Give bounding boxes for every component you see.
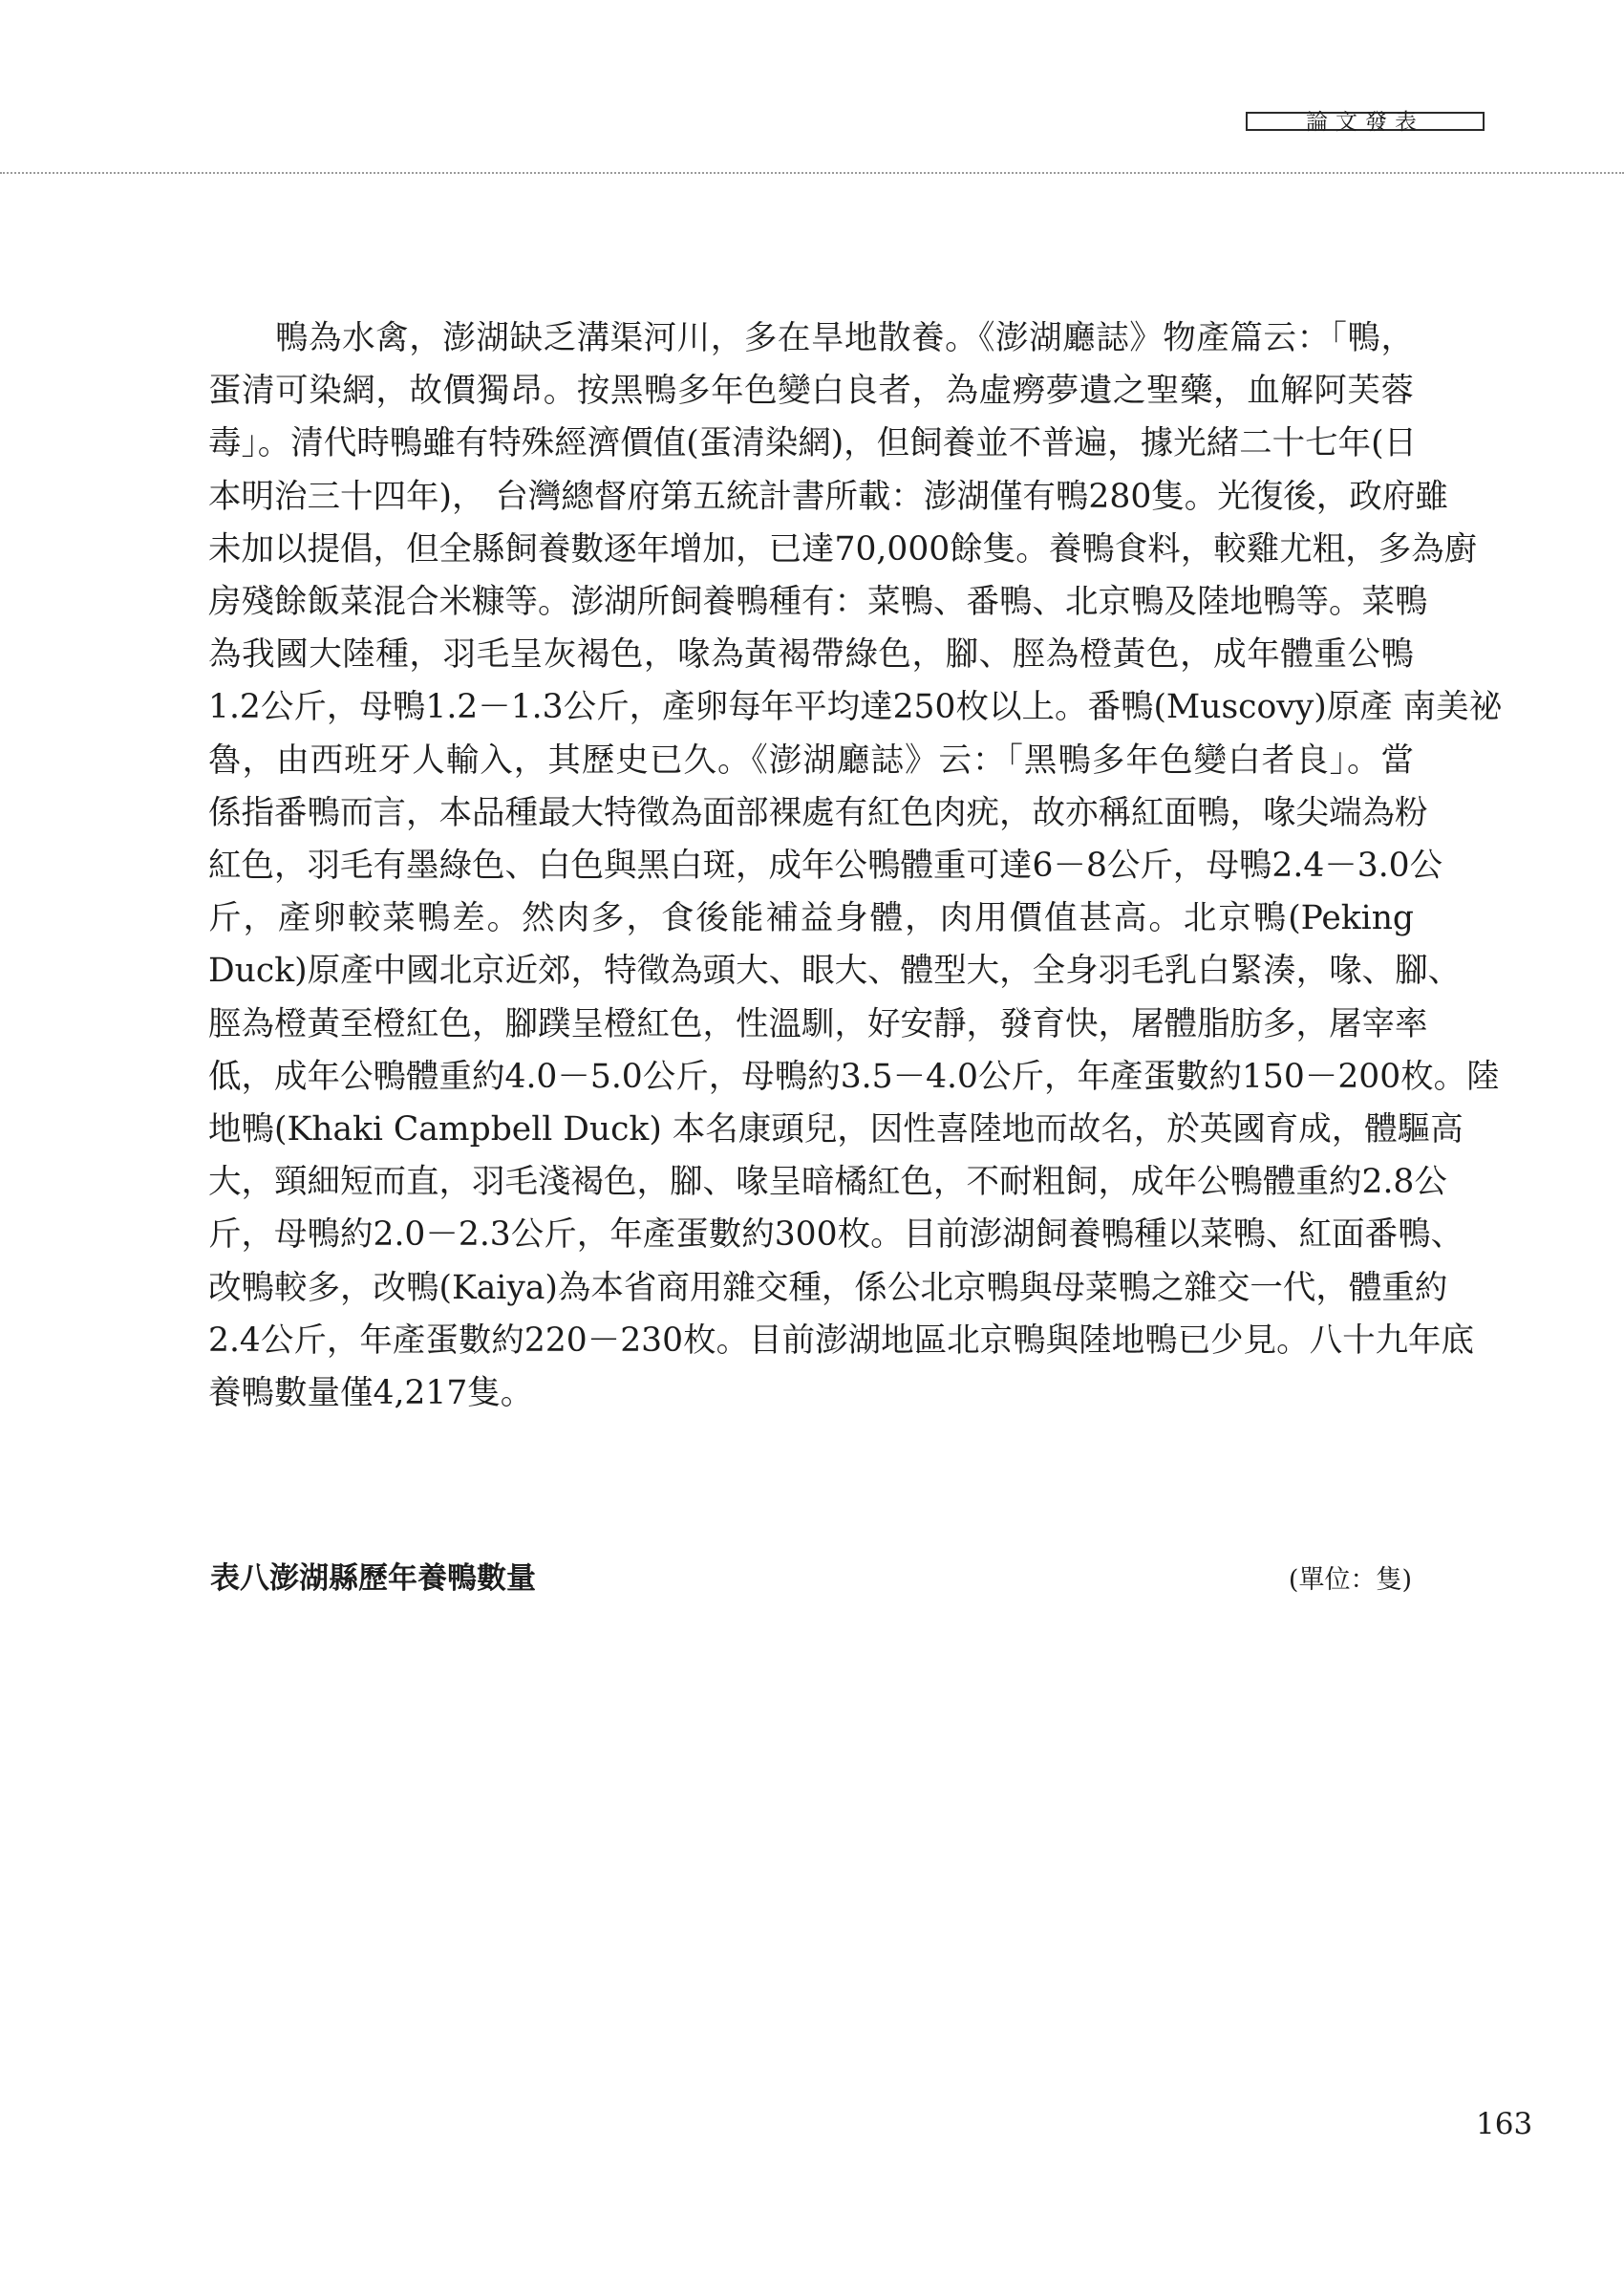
header-divider xyxy=(0,172,1624,174)
body-line: 房殘餘飯菜混合米糠等。澎湖所飼養鴨種有：菜鴨、番鴨、北京鴨及陸地鴨等。菜鴨 xyxy=(208,583,1428,622)
body-line: 本明治三十四年)， 台灣總督府第五統計書所載：澎湖僅有鴨280隻。光復後，政府雖 xyxy=(208,477,1448,516)
body-line: 斤，產卵較菜鴨差。然肉多，食後能補益身體，肉用價值甚高。北京鴨(Peking xyxy=(208,899,1414,938)
page-number: 163 xyxy=(1476,2107,1533,2141)
section-header-label: 論文發表 xyxy=(1306,110,1424,135)
body-line: 為我國大陸種，羽毛呈灰褐色，喙為黃褐帶綠色，腳、脛為橙黃色，成年體重公鴨 xyxy=(208,635,1414,675)
body-line: 蛋清可染網，故價獨昂。按黑鴨多年色變白良者，為虛癆夢遺之聖藥，血解阿芙蓉 xyxy=(208,372,1414,411)
table-caption xyxy=(210,1559,1412,1601)
body-line: 未加以提倡，但全縣飼養數逐年增加，已達70,000餘隻。養鴨食料，較雞尤粗，多為廚 xyxy=(208,529,1478,569)
body-line: 1.2公斤，母鴨1.2－1.3公斤，產卵每年平均達250枚以上。番鴨(Muscovy)原產 南美祕 xyxy=(208,688,1503,727)
body-line: 斤，母鴨約2.0－2.3公斤，年產蛋數約300枚。目前澎湖飼養鴨種以菜鴨、紅面番鴨、 xyxy=(208,1215,1464,1255)
body-line: 魯，由西班牙人輸入，其歷史已久。《澎湖廳誌》云：「黑鴨多年色變白者良」。當 xyxy=(208,741,1414,780)
body-line: 低，成年公鴨體重約4.0－5.0公斤，母鴨約3.5－4.0公斤，年產蛋數約150－200枚。陸 xyxy=(208,1057,1500,1096)
body-line: 紅色，羽毛有墨綠色、白色與黑白斑，成年公鴨體重可達6－8公斤，母鴨2.4－3.0公 xyxy=(208,847,1443,886)
body-line: 2.4公斤，年產蛋數約220－230枚。目前澎湖地區北京鴨與陸地鴨已少見。八十九年底 xyxy=(208,1321,1475,1360)
body-paragraph xyxy=(208,312,1503,1420)
body-line: 係指番鴨而言，本品種最大特徵為面部裸處有紅色肉疣，故亦稱紅面鴨，喙尖端為粉 xyxy=(208,793,1428,832)
body-line: 鴨為水禽，澎湖缺乏溝渠河川，多在旱地散養。《澎湖廳誌》物產篇云：「鴨， xyxy=(275,319,1414,357)
section-header-box xyxy=(1246,110,1485,135)
body-line: 脛為橙黃至橙紅色，腳蹼呈橙紅色，性溫馴，好安靜，發育快，屠體脂肪多，屠宰率 xyxy=(208,1004,1428,1043)
body-line: 改鴨較多，改鴨(Kaiya)為本省商用雜交種，係公北京鴨與母菜鴨之雜交一代，體重約 xyxy=(208,1268,1448,1307)
article-body xyxy=(208,312,1503,1420)
body-line: 地鴨(Khaki Campbell Duck) 本名康頭兒，因性喜陸地而故名，於英國育成，體驅高 xyxy=(208,1110,1464,1149)
body-line: 大，頸細短而直，羽毛淺褐色，腳、喙呈暗橘紅色，不耐粗飼，成年公鴨體重約2.8公 xyxy=(208,1163,1447,1202)
table-unit: (單位：隻) xyxy=(1288,1565,1412,1595)
body-line: 養鴨數量僅4,217隻。 xyxy=(208,1374,534,1413)
table-title: 表八澎湖縣歷年養鴨數量 xyxy=(210,1561,536,1596)
body-line: Duck)原產中國北京近郊，特徵為頭大、眼大、體型大，全身羽毛乳白緊湊，喙、腳、 xyxy=(208,952,1462,991)
body-line: 毒」。清代時鴨雖有特殊經濟價值(蛋清染網)，但飼養並不普遍，據光緒二十七年(日 xyxy=(208,424,1418,463)
